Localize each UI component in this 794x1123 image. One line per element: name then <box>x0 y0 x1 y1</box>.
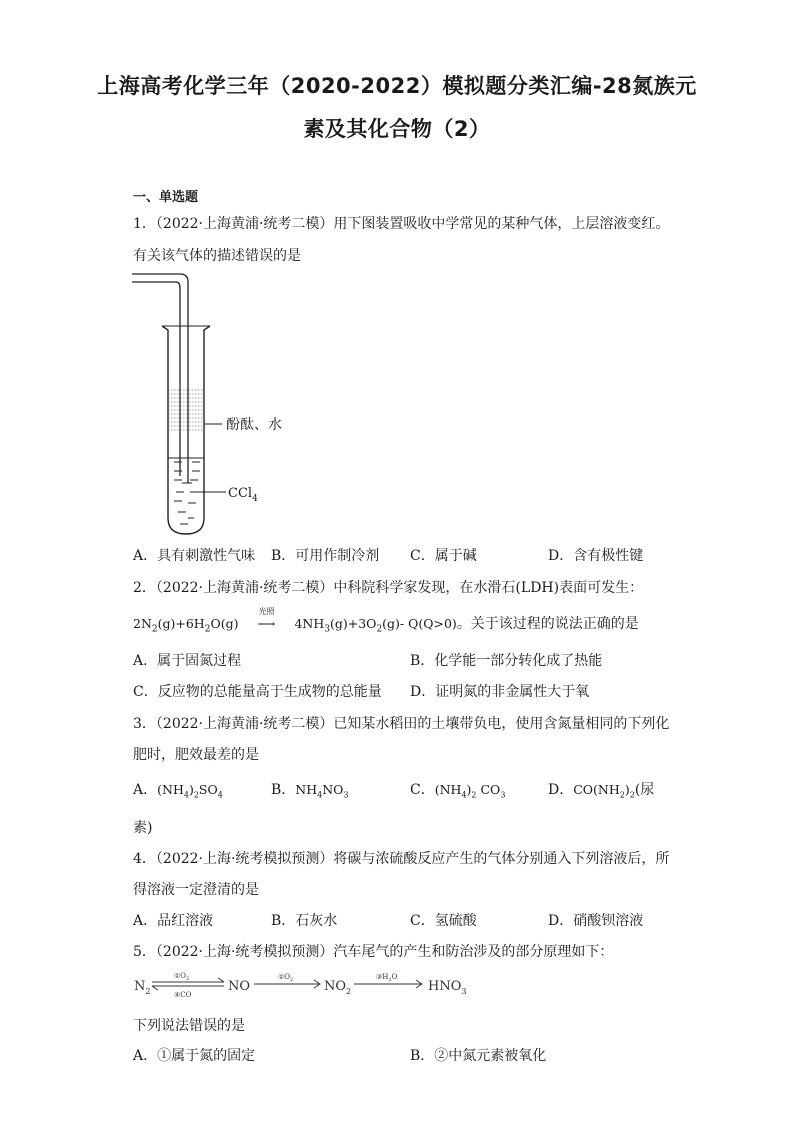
delivery-tube-inner <box>132 282 180 476</box>
step1-top: $①O_2$ <box>174 972 190 982</box>
q4-stem-line1: 4．（2022·上海·统考模拟预测）将碳与浓硫酸反应产生的气体分别通入下列溶液后，所 <box>133 851 670 867</box>
eq-condition: 光照 <box>258 607 275 616</box>
q3-option-d-wrap: 素) <box>133 820 153 836</box>
page-title: 上海高考化学三年（2020-2022）模拟题分类汇编-28氮族元 <box>97 74 697 98</box>
q1-stem-line2: 有关该气体的描述错误的是 <box>133 248 301 264</box>
eq-left: $2N_2(g)+6H_2O(g)$ <box>133 616 239 635</box>
svg-text:N2: $N_2$ <box>134 979 151 996</box>
q4-option-b[interactable]: B．石灰水 <box>271 913 338 929</box>
q3-stem-line2: 肥时，肥效最差的是 <box>133 747 259 763</box>
q4-option-c[interactable]: C．氢硫酸 <box>410 913 477 929</box>
q4-option-d[interactable]: D．硝酸钡溶液 <box>548 913 644 929</box>
page-title-cont: 素及其化合物（2） <box>303 117 491 141</box>
q2-option-b[interactable]: B．化学能一部分转化成了热能 <box>410 653 603 669</box>
q2-option-c[interactable]: C．反应物的总能量高于生成物的总能量 <box>133 684 382 700</box>
svg-text:NO: NO <box>228 979 251 994</box>
step2: $②O_2$ <box>278 973 294 983</box>
q1-stem-line1: 1．（2022·上海黄浦·统考二模）用下图装置吸收中学常见的某种气体，上层溶液变红。 <box>133 216 670 232</box>
q4-stem-line2: 得溶液一定澄清的是 <box>133 882 259 898</box>
svg-text:NO2: $NO_2$ <box>324 979 352 996</box>
q1-option-b[interactable]: B．可用作制冷剂 <box>271 548 380 564</box>
q3-option-c[interactable]: C．$(NH_4)_2$ $CO_3$ <box>410 782 506 800</box>
q1-option-d[interactable]: D．含有极性键 <box>548 548 644 564</box>
q3-stem-line1: 3．（2022·上海黄浦·统考二模）已知某水稻田的土壤带负电，使用含氮量相同的下列化 <box>133 716 670 732</box>
q3-option-d[interactable]: D．$CO(NH_2)_2$(尿 <box>548 782 655 800</box>
test-tube-diagram <box>130 268 330 540</box>
q2-option-a[interactable]: A．属于固氮过程 <box>133 653 242 669</box>
q2-stem-line1: 2．（2022·上海黄浦·统考二模）中科院科学家发现，在水滑石(LDH)表面可发生： <box>133 580 644 596</box>
q3-option-b[interactable]: B．$NH_4NO_3$ <box>271 782 349 800</box>
q2-option-d[interactable]: D．证明氮的非金属性大于氧 <box>410 684 590 700</box>
q3-option-a[interactable]: A．$(NH_4)_2SO_4$ <box>133 782 223 800</box>
q5-stem-line1: 5．（2022·上海·统考模拟预测）汽车尾气的产生和防治涉及的部分原理如下： <box>133 944 614 960</box>
q5-option-b[interactable]: B．②中氮元素被氧化 <box>410 1048 547 1064</box>
q1-option-c[interactable]: C．属于碱 <box>410 548 477 564</box>
label-upper: 酚酞、水 <box>226 417 282 433</box>
eq-heat: Q(Q>0) <box>408 616 457 631</box>
label-lower: CCl$_4$ <box>228 486 258 504</box>
q5-option-a[interactable]: A．①属于氮的固定 <box>133 1048 256 1064</box>
step3: $③H_2O$ <box>376 973 398 983</box>
section-heading: 一、单选题 <box>133 190 199 205</box>
q2-equation <box>133 607 639 635</box>
lower-liquid-ccl4 <box>174 462 200 524</box>
q5-stem-line2: 下列说法错误的是 <box>133 1018 245 1034</box>
step1-bottom: ④CO <box>174 991 192 999</box>
eq-right: $4NH_3(g)+3O_2(g)-$ <box>294 616 409 635</box>
nitrogen-conversion-chain <box>130 966 470 1002</box>
eq-arrow: 光照 ⟶ <box>238 616 294 631</box>
upper-liquid-phenolphthalein-water <box>168 390 204 430</box>
q4-option-a[interactable]: A．品红溶液 <box>133 913 214 929</box>
svg-text:HNO3: $HNO_3$ <box>428 979 467 996</box>
q1-option-a[interactable]: A．具有刺激性气味 <box>133 548 256 564</box>
q2-stem-tail: 。关于该过程的说法正确的是 <box>456 616 639 632</box>
